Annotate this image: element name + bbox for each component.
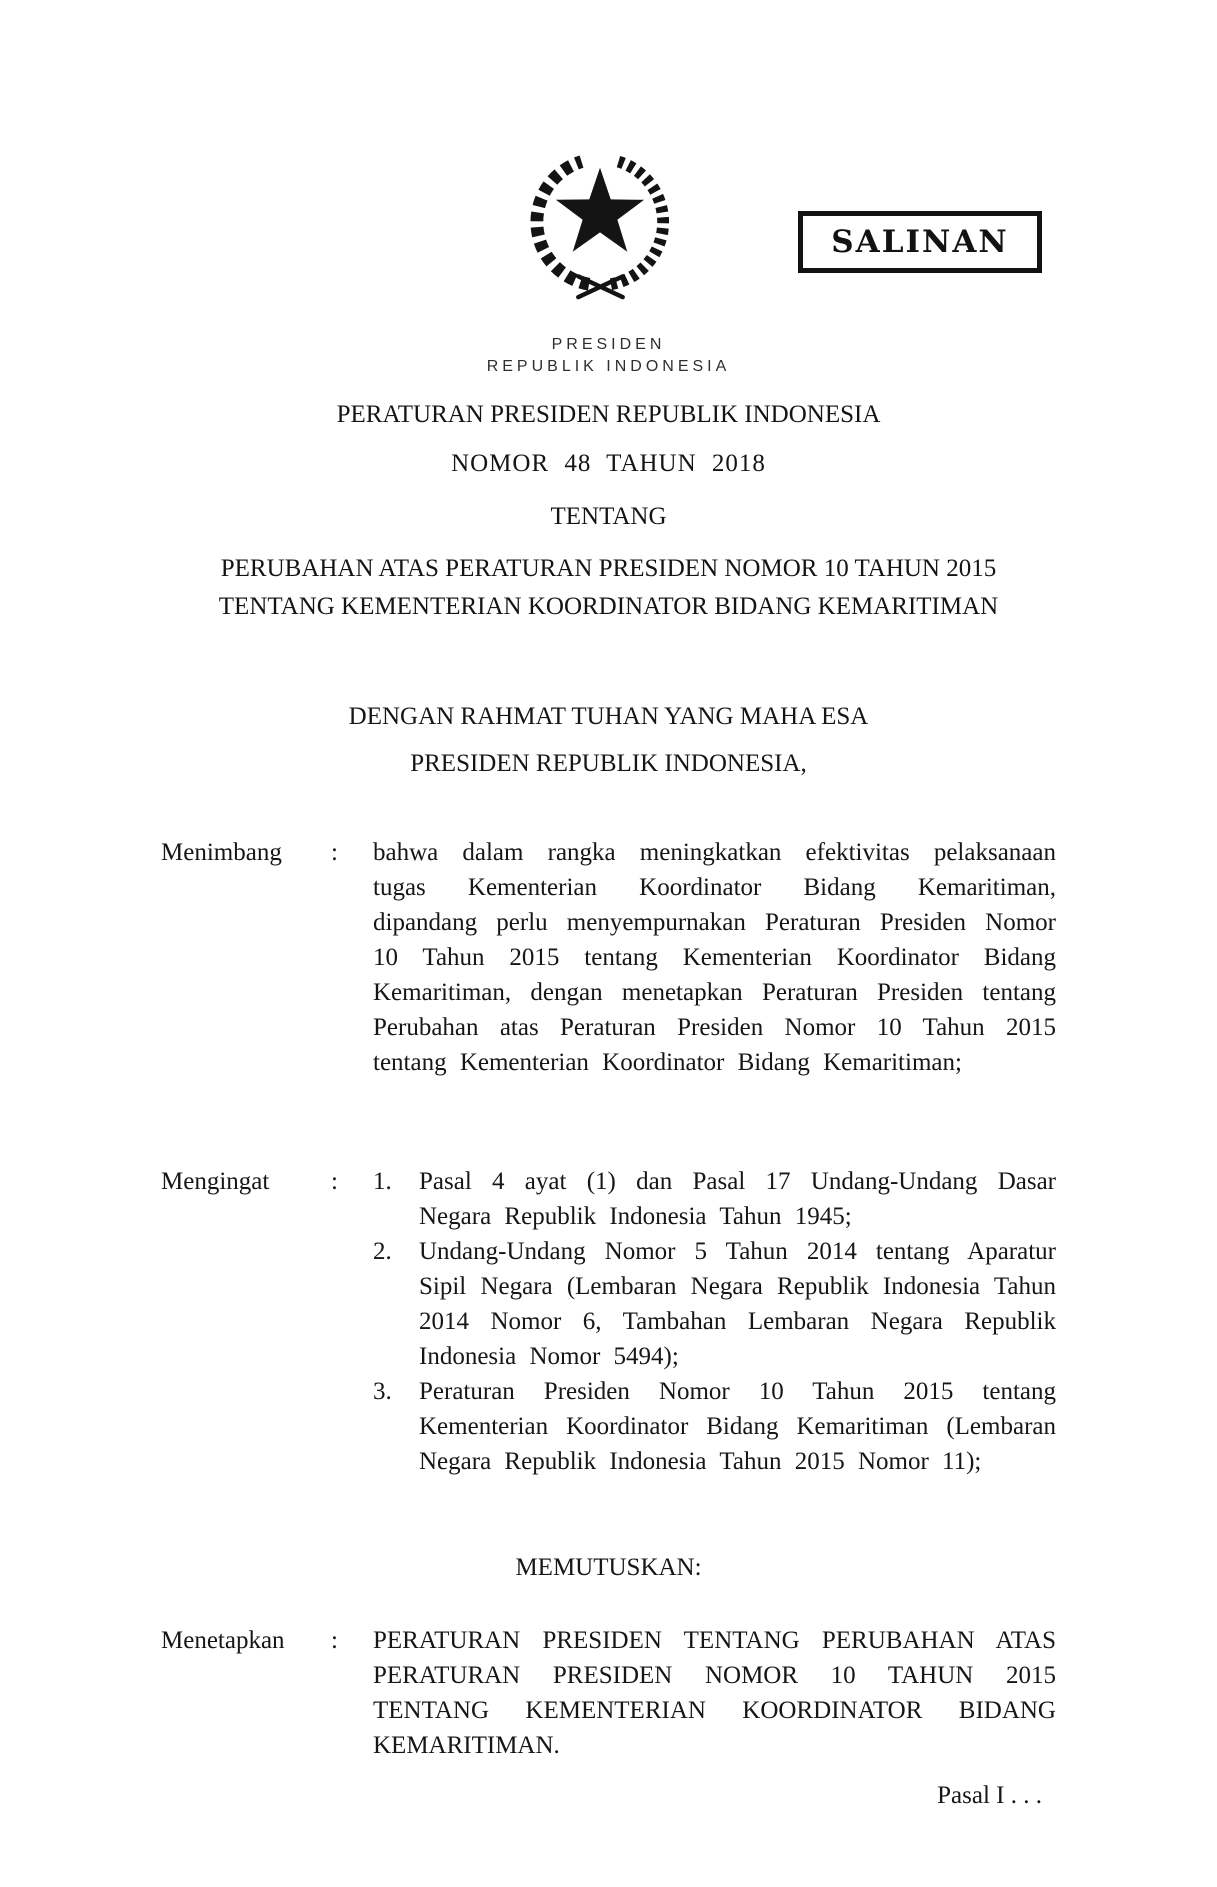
letterhead-line2: REPUBLIK INDONESIA [486, 358, 731, 375]
regulation-number: NOMOR 48 TAHUN 2018 [451, 450, 766, 477]
letterhead [161, 334, 1056, 378]
list-item [373, 1164, 1056, 1234]
enacting-label: Menetapkan [161, 1627, 285, 1654]
salinan-stamp [798, 211, 1042, 273]
invocation-line: DENGAN RAHMAT TUHAN YANG MAHA ESA [348, 703, 869, 730]
enacting-body: PERATURAN PRESIDEN TENTANG PERUBAHAN ATAS PERATURAN PRESIDEN NOMOR 10 TAHUN 2015 TENTANG KEMENTERIAN KOORDINATOR BIDANG KEMARITIMAN. [373, 1627, 1056, 1759]
tentang-heading: TENTANG [550, 503, 667, 530]
presidential-seal-icon [521, 147, 679, 305]
list-item-text: Undang-Undang Nomor 5 Tahun 2014 tentang Aparatur Sipil Negara (Lembaran Negara Republik Indonesia Tahun 2014 Nomor 6, Tambahan Lembaran Negara Republik Indonesia Nomor 5494); [419, 1238, 1056, 1370]
recalling-colon: : [331, 1168, 338, 1195]
considering-colon: : [331, 839, 338, 866]
section-enacting [161, 1623, 1056, 1763]
list-item [373, 1374, 1056, 1479]
letterhead-line1: PRESIDEN [551, 336, 666, 353]
list-item-number: 2. [373, 1238, 392, 1265]
list-item-number: 3. [373, 1378, 392, 1405]
list-item-number: 1. [373, 1168, 392, 1195]
decision-heading: MEMUTUSKAN: [515, 1554, 702, 1581]
title-block [161, 401, 1056, 626]
list-item-text: Pasal 4 ayat (1) dan Pasal 17 Undang-Undang Dasar Negara Republik Indonesia Tahun 1945; [419, 1168, 1056, 1230]
list-item [373, 1234, 1056, 1374]
section-recalling [161, 1164, 1056, 1479]
recalling-label: Mengingat [161, 1168, 270, 1195]
regulation-title: PERATURAN PRESIDEN REPUBLIK INDONESIA [336, 401, 881, 428]
authority-line: PRESIDEN REPUBLIK INDONESIA, [410, 750, 807, 777]
catchword-pasal-i: Pasal I . . . [937, 1782, 1042, 1809]
considering-body: bahwa dalam rangka meningkatkan efektivitas pelaksanaan tugas Kementerian Koordinator Bidang Kemaritiman, dipandang perlu menyempurnakan Peraturan Presiden Nomor 10 Tahun 2015 tentang Kementerian Koordinator Bidang Kemaritiman, dengan menetapkan Peraturan Presiden tentang Perubahan atas Peraturan Presiden Nomor 10 Tahun 2015 tentang Kementerian Koordinator Bidang Kemaritiman; [373, 839, 1056, 1076]
legal-basis-list [373, 1164, 1056, 1479]
salinan-stamp-label: SALINAN [831, 224, 1009, 260]
regulation-subject: PERUBAHAN ATAS PERATURAN PRESIDEN NOMOR 10 TAHUN 2015 TENTANG KEMENTERIAN KOORDINATOR BIDANG KEMARITIMAN [218, 555, 999, 620]
list-item-text: Peraturan Presiden Nomor 10 Tahun 2015 tentang Kementerian Koordinator Bidang Kemaritiman (Lembaran Negara Republik Indonesia Tahun 2015 Nomor 11); [419, 1378, 1056, 1475]
considering-label: Menimbang [161, 839, 282, 866]
section-considering [161, 835, 1056, 1080]
enacting-colon: : [331, 1627, 338, 1654]
